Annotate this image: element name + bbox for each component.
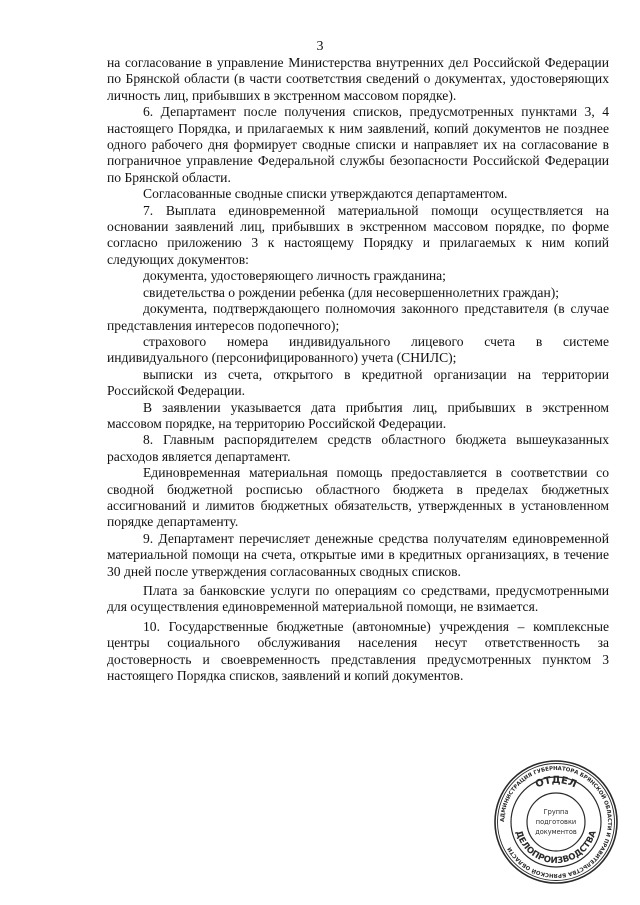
stamp-department-title: ОТДЕЛ (533, 774, 579, 791)
document-body (107, 55, 609, 684)
list-item-identity-document: документа, удостоверяющего личность гражданина; (143, 268, 446, 284)
paragraph-item-10: 10. Государственные бюджетные (автономные) учреждения – комплексные центры социального обслуживания населения несут ответственность за достоверность и своевременность представления предусмотренных пунктом 3 настоящего Порядка списков, заявлений и копий документов. (107, 618, 609, 684)
office-stamp (492, 758, 620, 886)
paragraph-arrival-date: В заявлении указывается дата прибытия лиц, прибывших в экстренном массовом порядке, на территорию Российской Федерации. (107, 399, 609, 431)
stamp-center-line-3: документов (535, 828, 577, 836)
page-number: 3 (316, 39, 324, 54)
stamp-center-line-1: Группа (543, 808, 569, 816)
paragraph-item-8: 8. Главным распорядителем средств областного бюджета вышеуказанных расходов является департамент. (107, 432, 609, 464)
paragraph-approval: Согласованные сводные списки утверждаются департаментом. (143, 186, 508, 202)
stamp-department-name: ДЕЛОПРОИЗВОДСТВА (513, 829, 599, 867)
list-item-bank-statement: выписки из счета, открытого в кредитной организации на территории Российской Федерации. (107, 366, 609, 399)
list-item-birth-certificate: свидетельства о рождении ребенка (для несовершеннолетних граждан); (143, 284, 560, 300)
paragraph-bank-fees: Плата за банковские услуги по операциям со средствами, предусмотренными для осуществления единовременной материальной помощи, не взимается. (107, 583, 609, 615)
list-item-representative-authority: документа, подтверждающего полномочия законного представителя (в случае представления интересов подопечного); (107, 301, 609, 333)
paragraph-item-9: 9. Департамент перечисляет денежные средства получателям единовременной материальной помощи на счета, открытые ими в кредитных организациях, в течение 30 дней после утверждения согласованных сводных списков. (107, 530, 609, 579)
stamp-outer-text: АДМИНИСТРАЦИЯ ГУБЕРНАТОРА БРЯНСКОЙ ОБЛАСТИ И ПРАВИТЕЛЬСТВА БРЯНСКОЙ ОБЛАСТИ (499, 765, 613, 879)
paragraph-continuation: на согласование в управление Министерства внутренних дел Российской Федерации по Брянской области (в части соответствия сведений о документах, удостоверяющих личность лиц, прибывших в экстренном массовом порядке). (107, 55, 609, 103)
paragraph-budget-allocation: Единовременная материальная помощь предоставляется в соответствии со сводной бюджетной росписью областного бюджета в пределах бюджетных ассигнований и лимитов бюджетных обязательств, утвержденных в установленном порядке департаменту. (107, 465, 609, 530)
list-item-snils: страхового номера индивидуального лицевого счета в системе индивидуального (персонифицированного) учета (СНИЛС); (107, 333, 609, 366)
stamp-center-line-2: подготовки (535, 818, 577, 826)
paragraph-item-7: 7. Выплата единовременной материальной помощи осуществляется на основании заявлений лиц, прибывших в экстренном массовом порядке, по форме согласно приложению 3 к настоящему Порядку и прилагаемых к ним копий следующих документов: (107, 202, 609, 267)
paragraph-item-6: 6. Департамент после получения списков, предусмотренных пунктами 3, 4 настоящего Порядка, и прилагаемых к ним заявлений, копий документов не позднее одного рабочего дня формирует сводные списки и направляет их на согласование в пограничное управление Федеральной службы безопасности Российской Федерации по Брянской области. (107, 104, 609, 185)
